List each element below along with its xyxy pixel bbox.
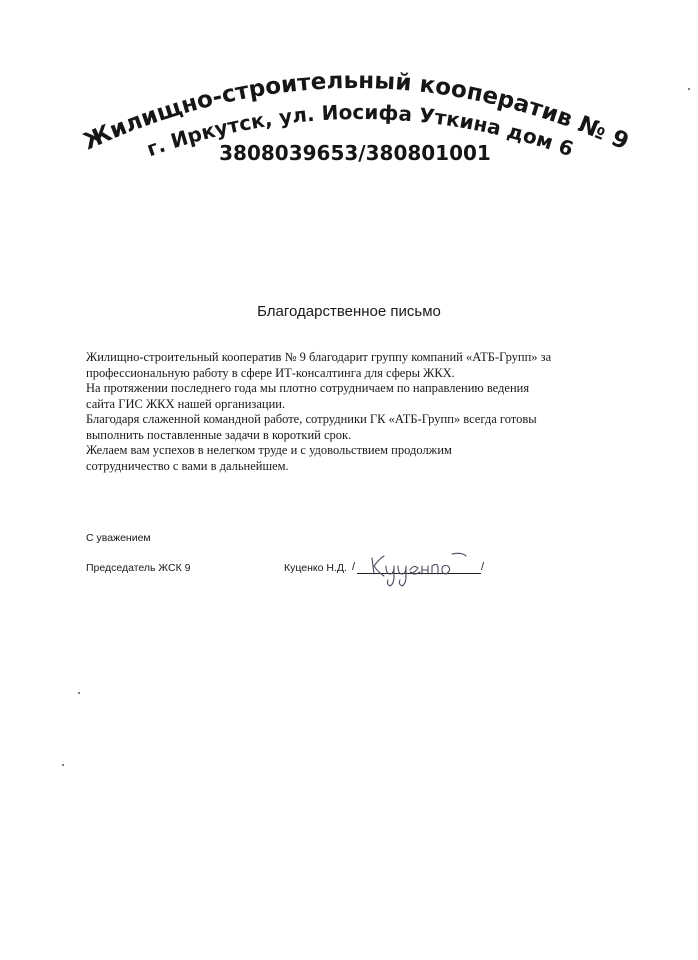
- signature-slash-right: /: [481, 561, 485, 573]
- signature-slash-left: /: [352, 561, 356, 573]
- letter-body-line: сотрудничество с вами в дальнейшем.: [86, 458, 289, 473]
- letter-body: [86, 350, 606, 474]
- header-line-1: Жилищно-строительный кооператив № 9: [79, 67, 633, 156]
- organization-header-arc: [0, 0, 698, 200]
- letter-body-line: На протяжении последнего года мы плотно сотрудничаем по направлению ведения: [86, 381, 530, 395]
- handwritten-signature: [362, 550, 472, 590]
- letter-body-line: выполнить поставленные задачи в короткий срок.: [86, 427, 352, 442]
- scan-speck: [62, 764, 64, 766]
- letter-body-line: Благодаря слаженной командной работе, сотрудники ГК «АТБ-Групп» всегда готовы: [86, 412, 537, 426]
- scan-speck: [78, 692, 80, 694]
- closing-phrase: С уважением: [86, 532, 151, 544]
- letter-title: Благодарственное письмо: [257, 303, 441, 320]
- signer-position: Председатель ЖСК 9: [86, 562, 191, 574]
- letter-body-line: профессиональную работу в сфере ИТ-консалтинга для сферы ЖКХ.: [86, 365, 455, 380]
- signer-name: Куценко Н.Д.: [284, 562, 347, 574]
- letter-body-line: Жилищно-строительный кооператив № 9 благодарит группу компаний «АТБ-Групп» за: [86, 350, 552, 364]
- header-line-2: г. Иркутск, ул. Иосифа Уткина дом 6: [143, 99, 577, 162]
- scan-speck: [688, 88, 690, 90]
- letter-body-line: сайта ГИС ЖКХ нашей организации.: [86, 396, 286, 411]
- header-line-3-inn-kpp: 3808039653/380801001: [219, 141, 491, 165]
- letter-body-line: Желаем вам успехов в нелегком труде и с удовольствием продолжим: [86, 443, 452, 457]
